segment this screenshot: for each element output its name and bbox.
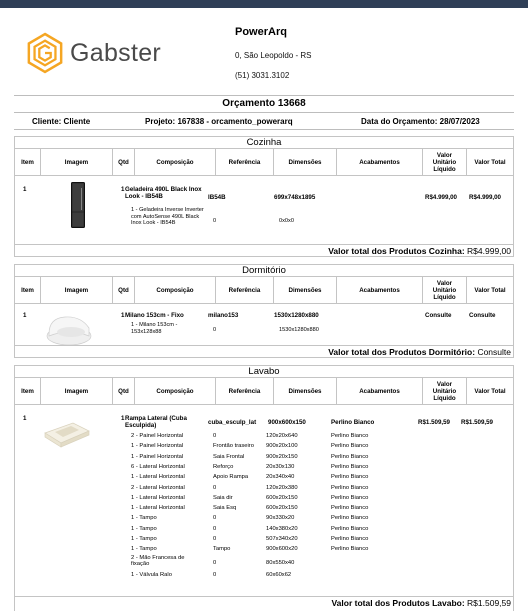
company-address: 0, São Leopoldo - RS [235, 51, 312, 60]
col-image: Imagem [41, 149, 113, 175]
sub-dim: 600x20x150 [266, 494, 298, 501]
section-lavabo [14, 365, 514, 611]
row-qty: 1 [121, 415, 125, 422]
sub-dim: 507x340x20 [266, 536, 298, 542]
section-total-row [15, 345, 513, 357]
col-finishes: Acabamentos [337, 277, 423, 303]
sub-ref: Tampo [213, 546, 231, 553]
table-row [15, 176, 513, 244]
sub-comp: 2 - Lateral Horizontal [131, 484, 185, 491]
sub-ref: 0 [213, 571, 217, 578]
sub-dimensions: 1530x1280x880 [279, 327, 319, 333]
sub-comp: 2 - Painel Horizontal [131, 433, 184, 439]
top-bar [0, 0, 528, 8]
section-title: Cozinha [15, 137, 513, 149]
sub-dim: 20x30x130 [266, 463, 295, 470]
sub-dim: 600x20x150 [266, 505, 298, 512]
col-total: Valor Total [474, 286, 506, 294]
section-total-row [15, 596, 513, 608]
row-total: R$1.509,59 [461, 419, 493, 426]
table-header [15, 378, 513, 405]
section-total-value: Consulte [477, 347, 511, 357]
row-total: R$4.999,00 [469, 194, 501, 201]
row-qty: 1 [121, 186, 125, 193]
sub-fin: Perlino Bianco [331, 474, 369, 481]
meta-divider [14, 129, 514, 130]
sub-dim: 80x550x40 [266, 559, 295, 566]
sub-ref: 0 [213, 433, 217, 439]
sub-fin: Perlino Bianco [331, 515, 369, 522]
col-finishes: Acabamentos [337, 378, 423, 404]
sink-countertop-icon [43, 421, 91, 449]
sub-composition: 1 - Milano 153cm - 153x128x88 [131, 322, 178, 335]
budget-date: Data do Orçamento: 28/07/2023 [361, 117, 480, 126]
sub-ref: Saia dir [213, 494, 233, 501]
armchair-icon [45, 314, 93, 346]
sub-ref: 0 [213, 559, 217, 566]
sub-dim: 120x20x380 [266, 484, 298, 491]
sub-ref: 0 [213, 515, 217, 522]
sub-dim: 90x330x20 [266, 515, 295, 522]
sub-comp: 2 - Mão Francesa de fixação [131, 554, 185, 568]
row-item: 1 [23, 186, 27, 193]
col-reference: Referência [216, 149, 274, 175]
row-product: Rampa Lateral (Cuba Esculpida) [125, 415, 187, 430]
col-dimensions: Dimensões [274, 378, 337, 404]
row-reference: cuba_esculp_lat [208, 419, 257, 426]
sub-comp: 1 - Tampo [131, 536, 157, 542]
sub-comp: 6 - Lateral Horizontal [131, 463, 185, 470]
col-total: Valor Total [474, 387, 506, 395]
sub-comp: 1 - Tampo [131, 546, 157, 553]
sub-dim: 60x60x62 [266, 571, 292, 578]
sub-comp: 1 - Válvula Ralo [131, 571, 172, 578]
col-item: Item [15, 149, 41, 175]
gabster-logo-icon [26, 32, 64, 74]
col-unit-price: Valor Unitário Líquido [423, 149, 467, 175]
refrigerator-icon [71, 182, 85, 228]
col-reference: Referência [216, 277, 274, 303]
sub-ref: 0 [213, 525, 217, 532]
row-unit-price: Consulte [425, 312, 452, 319]
header-divider [14, 95, 514, 96]
row-finishes: Perlino Bianco [331, 419, 375, 426]
sub-fin: Perlino Bianco [331, 546, 369, 553]
col-finishes: Acabamentos [337, 149, 423, 175]
sub-comp: 1 - Painel Horizontal [131, 453, 184, 460]
sub-fin: Perlino Bianco [331, 525, 369, 532]
col-qty: Qtd [113, 378, 135, 404]
sub-dimensions: 0x0x0 [279, 218, 294, 224]
sub-ref: Apoio Rampa [213, 474, 249, 481]
sub-dim: 900x20x150 [266, 453, 298, 460]
row-item: 1 [23, 312, 27, 319]
row-product: Geladeira 490L Black Inox Look - IB54B [125, 186, 202, 201]
col-dimensions: Dimensões [274, 149, 337, 175]
sub-fin: Perlino Bianco [331, 433, 369, 439]
sub-fin: Perlino Bianco [331, 463, 369, 470]
sub-dim: 900x600x20 [266, 546, 298, 553]
sub-fin: Perlino Bianco [331, 494, 369, 501]
sub-comp: 1 - Painel Horizontal [131, 443, 184, 450]
sub-comp: 1 - Lateral Horizontal [131, 494, 185, 501]
company-info [235, 26, 312, 80]
col-composition: Composição [135, 277, 216, 303]
row-reference: IB54B [208, 194, 226, 201]
row-dimensions: 900x600x150 [268, 419, 306, 426]
section-total [328, 246, 511, 256]
section-total-label: Valor total dos Produtos Cozinha: [328, 246, 465, 256]
sub-fin: Perlino Bianco [331, 484, 369, 491]
sub-dim: 900x20x100 [266, 443, 298, 450]
document-header [0, 8, 528, 96]
sub-comp: 1 - Lateral Horizontal [131, 505, 185, 512]
sub-comp: 1 - Tampo [131, 515, 157, 522]
sub-comp: 1 - Lateral Horizontal [131, 474, 185, 481]
sub-dim: 140x380x20 [266, 525, 298, 532]
row-product: Milano 153cm - Fixo [125, 312, 184, 319]
section-dormitorio [14, 264, 514, 358]
sub-dim: 120x20x640 [266, 433, 298, 439]
table-row [15, 405, 513, 595]
row-qty: 1 [121, 312, 125, 319]
col-composition: Composição [135, 378, 216, 404]
col-unit-price: Valor Unitário Líquido [423, 277, 467, 303]
col-total: Valor Total [474, 158, 506, 166]
sub-ref: 0 [213, 536, 217, 542]
col-dimensions: Dimensões [274, 277, 337, 303]
sub-ref: Saia Esq [213, 505, 237, 512]
sub-reference: 0 [213, 327, 217, 333]
row-unit-price: R$1.509,59 [418, 419, 450, 426]
table-row [15, 304, 513, 345]
section-total-value: R$1.509,59 [467, 598, 511, 608]
section-title: Dormitório [15, 265, 513, 277]
sub-fin: Perlino Bianco [331, 505, 369, 512]
row-reference: milano153 [208, 312, 239, 319]
sub-fin: Perlino Bianco [331, 443, 369, 450]
col-image: Imagem [41, 378, 113, 404]
section-total [331, 598, 511, 608]
sub-comp: 1 - Tampo [131, 525, 157, 532]
sub-ref: Saia Frontal [213, 453, 245, 460]
col-composition: Composição [135, 149, 216, 175]
col-qty: Qtd [113, 149, 135, 175]
section-cozinha [14, 136, 514, 257]
section-total-row [15, 244, 513, 256]
client-label: Cliente: Cliente [32, 117, 91, 126]
sub-reference: 0 [213, 218, 217, 224]
col-reference: Referência [216, 378, 274, 404]
col-item: Item [15, 277, 41, 303]
company-name: PowerArq [235, 26, 287, 38]
section-total-value: R$4.999,00 [467, 246, 511, 256]
row-item: 1 [23, 415, 27, 422]
sub-dim: 20x340x40 [266, 474, 295, 481]
col-item: Item [15, 378, 41, 404]
sub-fin: Perlino Bianco [331, 453, 369, 460]
row-dimensions: 699x748x1895 [274, 194, 316, 201]
col-unit-price: Valor Unitário Líquido [423, 378, 467, 404]
gabster-logo [26, 30, 196, 76]
budget-title: Orçamento 13668 [222, 98, 306, 109]
row-unit-price: R$4.999,00 [425, 194, 457, 201]
sub-ref: Reforço [213, 463, 234, 470]
row-total: Consulte [469, 312, 496, 319]
project-label: Projeto: 167838 - orcamento_powerarq [145, 117, 293, 126]
sub-ref: 0 [213, 484, 217, 491]
row-dimensions: 1530x1280x880 [274, 312, 319, 319]
col-image: Imagem [41, 277, 113, 303]
table-header [15, 277, 513, 304]
company-phone: (51) 3031.3102 [235, 71, 290, 80]
section-total-label: Valor total dos Produtos Lavabo: [331, 598, 465, 608]
section-title: Lavabo [15, 366, 513, 378]
section-total [328, 347, 511, 357]
sub-fin: Perlino Bianco [331, 536, 369, 542]
table-header [15, 149, 513, 176]
section-total-label: Valor total dos Produtos Dormitório: [328, 347, 476, 357]
logo-text: Gabster [70, 38, 162, 67]
sub-ref: Frontão traseiro [213, 443, 254, 450]
col-qty: Qtd [113, 277, 135, 303]
title-divider [14, 112, 514, 113]
sub-composition: 1 - Geladeira Inverse Inverter com AutoSense 490L Black Inox Look - IB54B [131, 207, 204, 227]
